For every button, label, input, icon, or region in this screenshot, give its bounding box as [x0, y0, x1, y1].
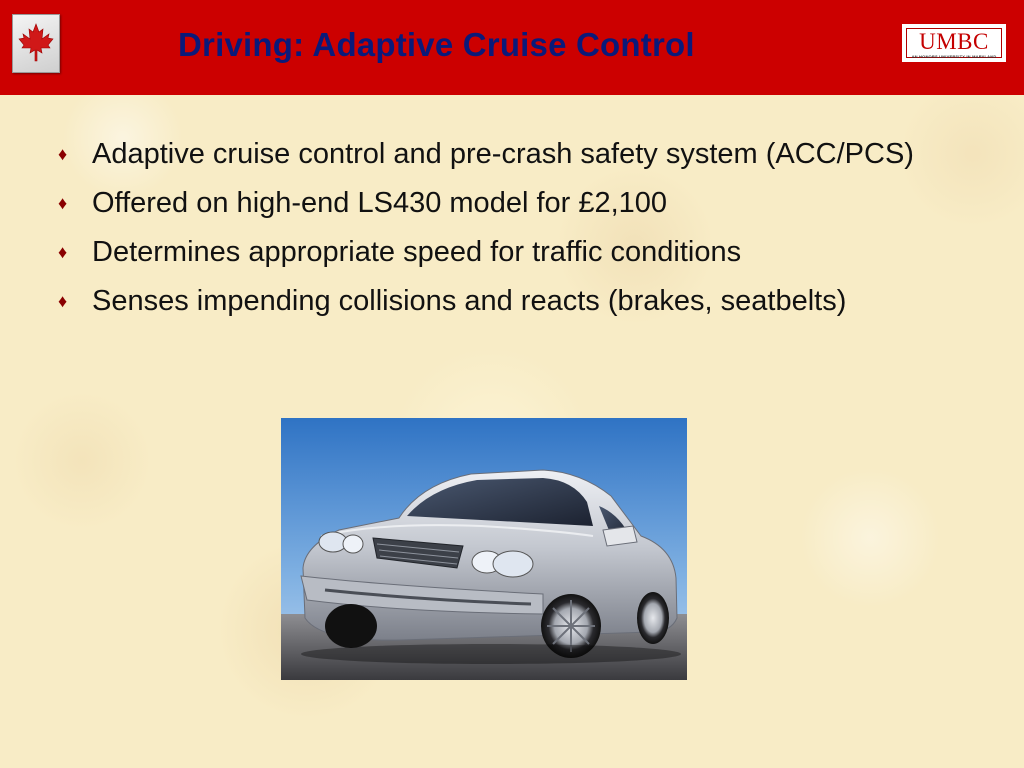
diamond-bullet-icon: ♦: [58, 291, 68, 311]
bullet-item: [56, 135, 996, 173]
diamond-bullet-icon: ♦: [58, 193, 68, 213]
bullet-text: Senses impending collisions and reacts (brakes, seatbelts): [92, 285, 847, 317]
bullet-list: [56, 135, 996, 331]
bullet-text: Determines appropriate speed for traffic conditions: [92, 236, 742, 268]
silver-sedan-image: [281, 418, 687, 680]
bullet-item: [56, 282, 996, 320]
diamond-bullet-icon: ♦: [58, 242, 68, 262]
umbc-logo-name: UMBC: [919, 29, 989, 54]
bullet-text: Offered on high-end LS430 model for £2,100: [92, 187, 668, 219]
title-bar: [0, 0, 1024, 95]
diamond-bullet-icon: ♦: [58, 144, 68, 164]
maple-leaf-icon: [13, 15, 59, 72]
umbc-logo-tagline: AN HONORS UNIVERSITY IN MARYLAND: [911, 54, 997, 59]
maple-leaf-logo: [12, 14, 60, 73]
car-photo: [281, 418, 687, 680]
umbc-logo: [902, 24, 1006, 62]
bullet-text: Adaptive cruise control and pre-crash safety system (ACC/PCS): [92, 138, 914, 170]
slide-title: Driving: Adaptive Cruise Control: [178, 26, 695, 63]
bullet-item: [56, 233, 996, 271]
bullet-item: [56, 184, 996, 222]
